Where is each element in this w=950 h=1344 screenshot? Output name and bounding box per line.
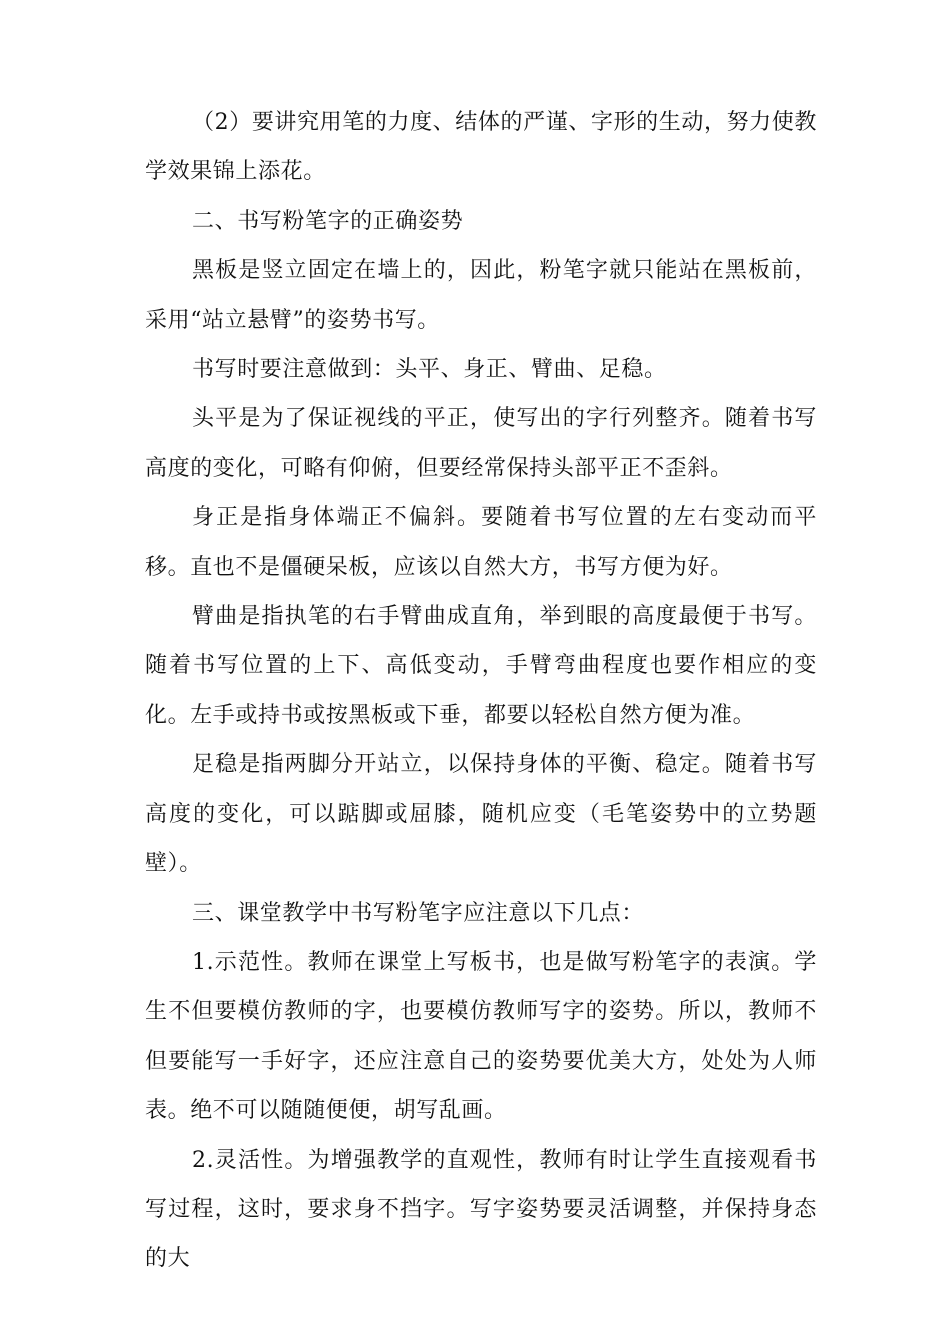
paragraph-exemplary: 1.示范性。教师在课堂上写板书，也是做写粉笔字的表演。学生不但要模仿教师的字，也要模仿教师写字的姿势。所以，教师不但要能写一手好字，还应注意自己的姿势要优美大方，处处为人师表。绝不可以随随便便，胡写乱画。 (145, 949, 817, 1124)
paragraph-brush-quality: （2）要讲究用笔的力度、结体的严谨、字形的生动，努力使教学效果锦上添花。 (145, 110, 817, 185)
section-heading-classroom: 三、课堂教学中书写粉笔字应注意以下几点： (192, 900, 645, 926)
paragraph-head-level: 头平是为了保证视线的平正，使写出的字行列整齐。随着书写高度的变化，可略有仰俯，但要经常保持头部平正不歪斜。 (145, 406, 817, 481)
paragraph-body-upright: 身正是指身体端正不偏斜。要随着书写位置的左右变动而平移。直也不是僵硬呆板，应该以自然大方，书写方便为好。 (145, 505, 817, 580)
paragraph-flexibility: 2.灵活性。为增强教学的直观性，教师有时让学生直接观看书写过程，这时，要求身不挡字。写字姿势要灵活调整，并保持身态的大 (145, 1147, 817, 1272)
paragraph-feet-stable: 足稳是指两脚分开站立，以保持身体的平衡、稳定。随着书写高度的变化，可以踮脚或屈膝，随机应变（毛笔姿势中的立势题壁）。 (145, 752, 817, 877)
paragraph-arm-bent: 臂曲是指执笔的右手臂曲成直角，举到眼的高度最便于书写。随着书写位置的上下、高低变动，手臂弯曲程度也要作相应的变化。左手或持书或按黑板或下垂，都要以轻松自然方便为准。 (145, 604, 817, 728)
document-body (145, 98, 817, 1284)
paragraph-posture-summary: 书写时要注意做到：头平、身正、臂曲、足稳。 (192, 357, 667, 383)
section-heading-posture: 二、书写粉笔字的正确姿势 (192, 208, 464, 234)
paragraph-blackboard: 黑板是竖立固定在墙上的，因此，粉笔字就只能站在黑板前，采用“站立悬臂”的姿势书写。 (145, 258, 817, 333)
